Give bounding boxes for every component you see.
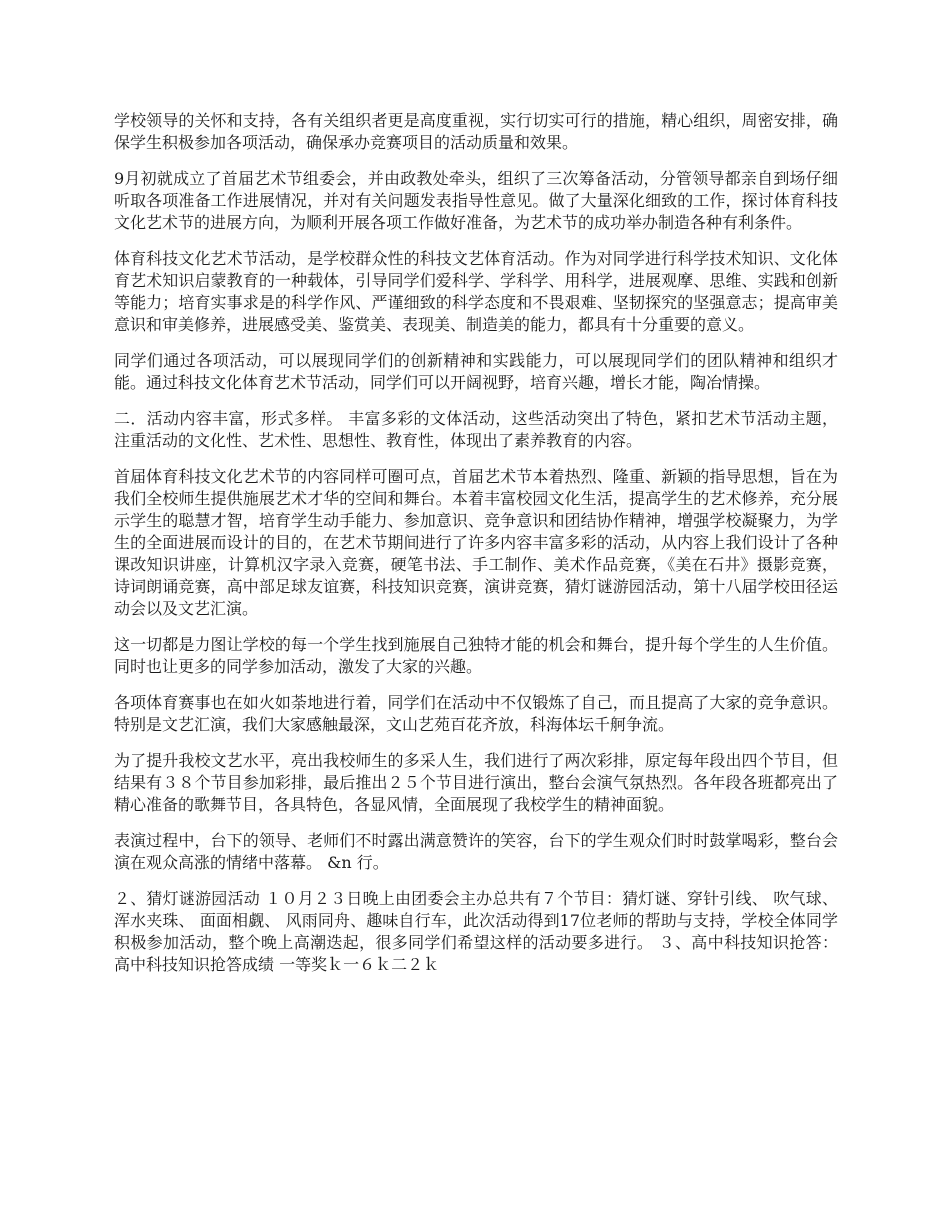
- paragraph-10: 表演过程中，台下的领导、老师们不时露出满意赞许的笑容，台下的学生观众们时时鼓掌喝彩，整台会演在观众高涨的情绪中落幕。 &n 行。: [114, 831, 838, 872]
- paragraph-6: 首届体育科技文化艺术节的内容同样可圈可点，首届艺术节本着热烈、隆重、新颖的指导思想，旨在为我们全校师生提供施展艺术才华的空间和舞台。本着丰富校园文化生活，提高学生的艺术修养，充分展示学生的聪慧才智，培育学生动手能力、参加意识、竞争意识和团结协作精神，增强学校凝聚力，为学生的全面进展而设计的目的，在艺术节期间进行了许多内容丰富多彩的活动，从内容上我们设计了各种课改知识讲座，计算机汉字录入竞赛，硬笔书法、手工制作、美术作品竞赛，《美在石井》摄影竞赛，诗词朗诵竞赛，高中部足球友谊赛，科技知识竞赛，演讲竞赛，猜灯谜游园活动，第十八届学校田径运动会以及文艺汇演。: [114, 467, 838, 618]
- document-body: [114, 110, 838, 990]
- paragraph-5: 二．活动内容丰富，形式多样。 丰富多彩的文体活动，这些活动突出了特色，紧扣艺术节活动主题，注重活动的文化性、艺术性、思想性、教育性，体现出了素养教育的内容。: [114, 409, 838, 450]
- paragraph-9: 为了提升我校文艺水平，亮出我校师生的多采人生，我们进行了两次彩排，原定每年段出四个节目，但结果有３８个节目参加彩排，最后推出２５个节目进行演出，整台会演气氛热烈。各年段各班都亮出了精心准备的歌舞节目，各具特色，各显风情，全面展现了我校学生的精神面貌。: [114, 751, 838, 814]
- paragraph-7: 这一切都是力图让学校的每一个学生找到施展自己独特才能的机会和舞台，提升每个学生的人生价值。同时也让更多的同学参加活动，激发了大家的兴趣。: [114, 635, 838, 676]
- paragraph-1: 学校领导的关怀和支持，各有关组织者更是高度重视，实行切实可行的措施，精心组织，周密安排，确保学生积极参加各项活动，确保承办竞赛项目的活动质量和效果。: [114, 111, 838, 152]
- paragraph-3: 体育科技文化艺术节活动，是学校群众性的科技文艺体育活动。作为对同学进行科学技术知识、文化体育艺术知识启蒙教育的一种载体，引导同学们爱科学、学科学、用科学，进展观摩、思维、实践和创新等能力；培育实事求是的科学作风、严谨细致的科学态度和不畏艰难、坚韧探究的坚强意志；提高审美意识和审美修养，进展感受美、鉴赏美、表现美、制造美的能力，都具有十分重要的意义。: [114, 249, 838, 334]
- paragraph-11: ２、猜灯谜游园活动 １０月２３日晚上由团委会主办总共有７个节目：猜灯谜、穿针引线、 吹气球、 浑水夹珠、 面面相觑、 风雨同舟、趣味自行车，此次活动得到17位老师的帮助与支持，学校全体同学积极参加活动，整个晚上高潮迭起，很多同学们希望这样的活动要多进行。 ３、高中科技知识抢答： 高中科技知识抢答成绩 一等奖ｋ一６ｋ二２ｋ: [114, 889, 838, 974]
- paragraph-2: 9月初就成立了首届艺术节组委会，并由政教处牵头，组织了三次筹备活动，分管领导都亲自到场仔细听取各项准备工作进展情况，并对有关问题发表指导性意见。做了大量深化细致的工作，探讨体育科技文化艺术节的进展方向，为顺利开展各项工作做好准备，为艺术节的成功举办制造各种有利条件。: [114, 169, 838, 232]
- paragraph-4: 同学们通过各项活动，可以展现同学们的创新精神和实践能力，可以展现同学们的团队精神和组织才能。通过科技文化体育艺术节活动，同学们可以开阔视野，培育兴趣，增长才能，陶冶情操。: [114, 351, 838, 392]
- paragraph-8: 各项体育赛事也在如火如荼地进行着，同学们在活动中不仅锻炼了自己，而且提高了大家的竞争意识。特别是文艺汇演，我们大家感触最深，文山艺苑百花齐放，科海体坛千舸争流。: [114, 693, 838, 734]
